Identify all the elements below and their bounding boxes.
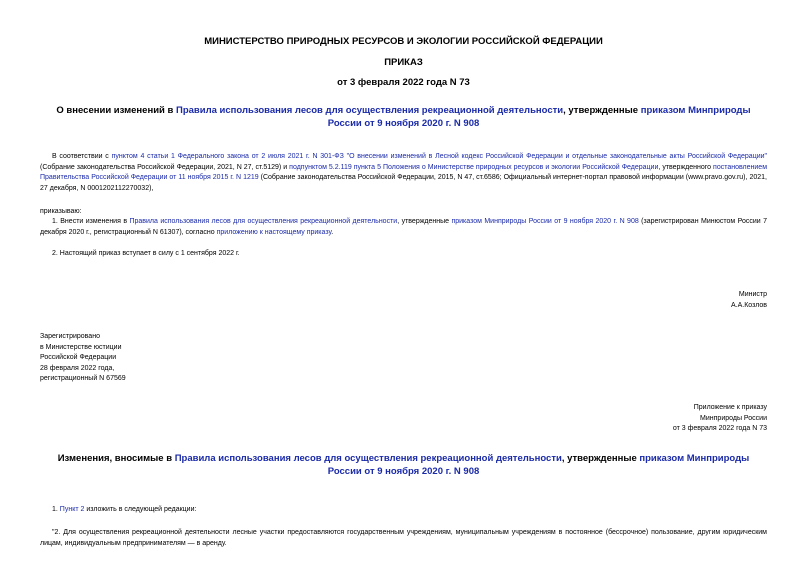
signer-name: А.А.Козлов bbox=[730, 301, 767, 309]
registration-block bbox=[40, 332, 126, 385]
preamble-paragraph bbox=[40, 152, 767, 194]
rules-link[interactable]: Правила использования лесов для осуществления рекреационной деятельности bbox=[129, 218, 398, 225]
appendix-line: Минприроды России bbox=[700, 414, 767, 422]
registration-line: 28 февраля 2022 года, bbox=[40, 364, 115, 372]
preamble-text: (Собрание законодательства Российской Федерации, 2021, N 27, ст.5129) и bbox=[40, 163, 290, 171]
appendix-link[interactable]: приложению к настоящему приказу bbox=[216, 228, 332, 236]
appendix-line: Приложение к приказу bbox=[693, 404, 767, 411]
signature-block bbox=[731, 290, 767, 311]
title-text: , утвержденные bbox=[563, 105, 641, 116]
signer-position: Министр bbox=[738, 291, 767, 298]
resolution-1219-link[interactable]: постановлением Правительства Российской Федерации от 11 ноября 2015 г. N 1219 bbox=[40, 163, 768, 181]
preamble-text: В соответствии с bbox=[52, 153, 112, 160]
doc-date-number: от 3 февраля 2022 года N 73 bbox=[337, 77, 470, 88]
item-text: 1. Внести изменения в bbox=[52, 218, 130, 225]
item-text: . bbox=[331, 228, 334, 236]
preamble-text: , утвержденного bbox=[658, 163, 714, 171]
title-text: , утвержденные bbox=[561, 453, 640, 464]
item-text: (зарегистрирован Минюстом России 7 декабря 2020 г., регистрационный N 61307), согласно bbox=[40, 218, 767, 236]
change-text: изложить в следующей редакции: bbox=[84, 506, 197, 513]
regulation-link[interactable]: подпунктом 5.2.119 пункта 5 Положения о Министерстве природных ресурсов и экологии Российской Федерации bbox=[289, 163, 659, 171]
title-text: Изменения, вносимые в bbox=[57, 453, 175, 464]
changes-title bbox=[40, 452, 767, 478]
point-2-link[interactable]: Пункт 2 bbox=[59, 506, 85, 513]
appendix-line: от 3 февраля 2022 года N 73 bbox=[672, 425, 767, 432]
order-908-link[interactable]: приказом Минприроды России от 9 ноября 2020 г. N 908 bbox=[327, 453, 750, 477]
registration-line: в Министерстве юстиции bbox=[40, 343, 122, 351]
registration-line: Российской Федерации bbox=[40, 354, 117, 361]
registration-line: регистрационный N 67569 bbox=[40, 375, 126, 382]
law-301-link[interactable]: пунктом 4 статьи 1 Федерального закона от 2 июля 2021 г. N 301-ФЗ "О внесении изменений в Лесной кодекс Российской Федерации и отдельные законодательные акты Российской Федерации" bbox=[111, 153, 768, 160]
preamble-text: (Собрание законодательства Российской Федерации, 2015, N 47, ст.6586; Официальный интернет-портал правовой информации (www.pravo.gov.ru), 2021, 27 декабря, N 0001202112270032), bbox=[40, 174, 767, 192]
item-1-paragraph bbox=[40, 217, 767, 238]
item-2-paragraph: 2. Настоящий приказ вступает в силу с 1 сентября 2022 г. bbox=[52, 250, 240, 257]
change-1-text: "2. Для осуществления рекреационной деятельности лесные участки предоставляются государственным учреждениям, муниципальным учреждениям в постоянное (бессрочное) пользование, другим юридическим лицам, индивидуальным предпринимателям — в аренду. bbox=[40, 529, 767, 547]
ministry-heading: МИНИСТЕРСТВО ПРИРОДНЫХ РЕСУРСОВ И ЭКОЛОГИИ РОССИЙСКОЙ ФЕДЕРАЦИИ bbox=[204, 36, 603, 47]
change-text: 1. bbox=[52, 506, 60, 513]
title-text: О внесении изменений в bbox=[56, 105, 176, 116]
order-word: приказываю: bbox=[40, 208, 82, 215]
order-908-link[interactable]: приказом Минприроды России от 9 ноября 2020 г. N 908 bbox=[451, 218, 639, 225]
appendix-block bbox=[673, 403, 767, 435]
doc-type-heading: ПРИКАЗ bbox=[384, 57, 423, 68]
rules-link[interactable]: Правила использования лесов для осуществления рекреационной деятельности bbox=[174, 453, 562, 464]
rules-link[interactable]: Правила использования лесов для осуществления рекреационной деятельности bbox=[176, 105, 564, 116]
registration-line: Зарегистрировано bbox=[40, 333, 100, 340]
item-text: , утвержденные bbox=[397, 218, 452, 225]
order-908-link[interactable]: приказом Минприроды России от 9 ноября 2020 г. N 908 bbox=[327, 105, 751, 129]
change-1-paragraph bbox=[40, 505, 767, 516]
doc-title bbox=[40, 104, 767, 130]
